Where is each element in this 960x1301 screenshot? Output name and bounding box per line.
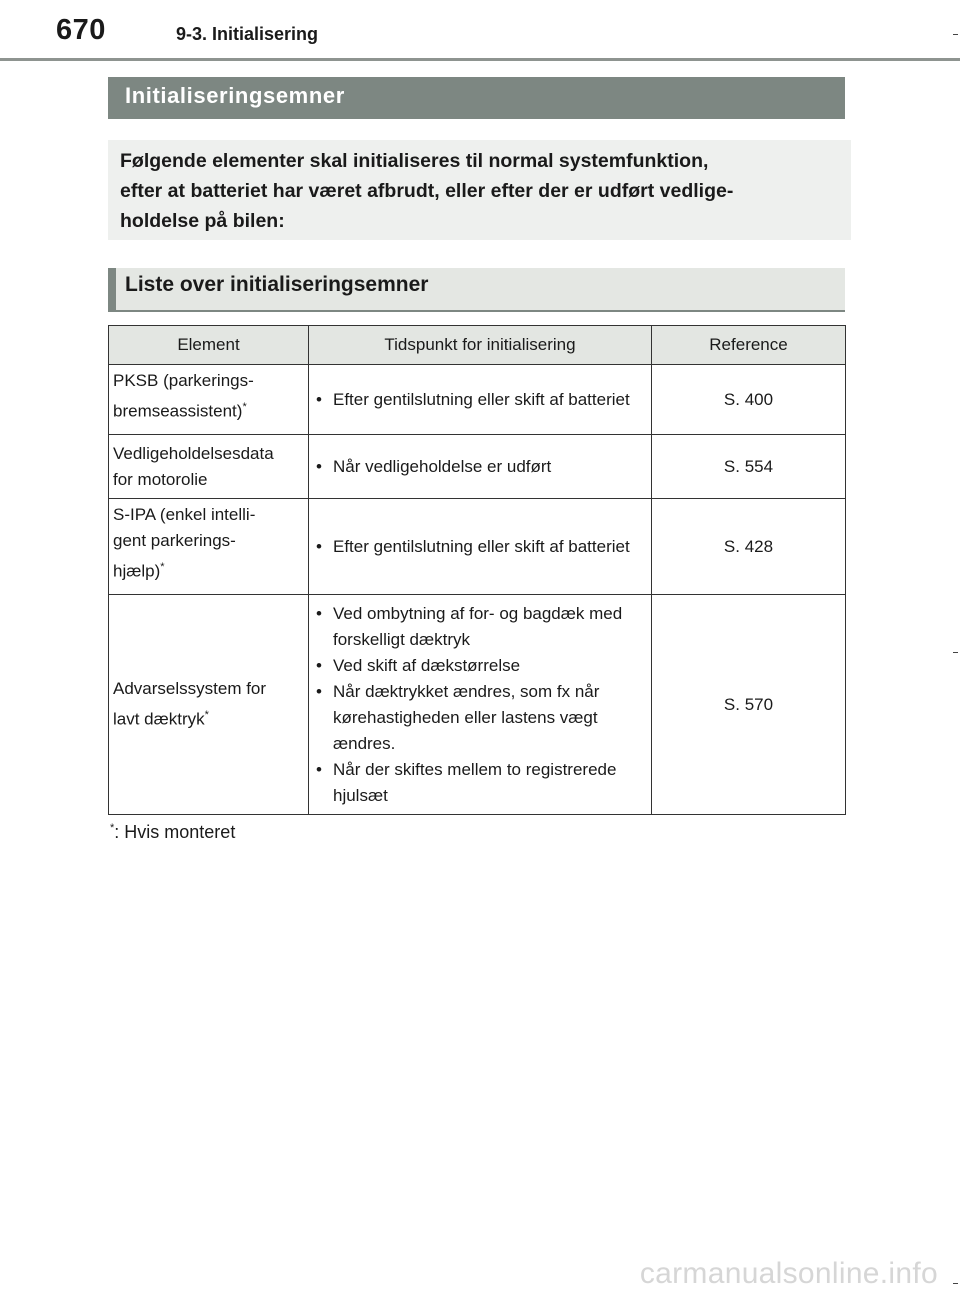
intro-line: holdelse på bilen: bbox=[120, 210, 285, 232]
page-number: 670 bbox=[56, 14, 106, 46]
element-line: lavt dæktryk bbox=[113, 709, 205, 729]
intro-line: Følgende elementer skal initialiseres til normal systemfunktion, bbox=[120, 150, 709, 172]
timing-item: • Når dæktrykket ændres, som fx når kørehastigheden eller lastens vægt ændres. bbox=[313, 679, 647, 757]
timing-cell bbox=[309, 595, 652, 815]
column-header: Tidspunkt for initialisering bbox=[309, 326, 652, 365]
element-line: hjælp) bbox=[113, 561, 161, 581]
footnote bbox=[110, 822, 235, 843]
edge-tick bbox=[953, 34, 958, 35]
element-line: PKSB (parkerings- bbox=[113, 371, 254, 390]
timing-item: • Efter gentilslutning eller skift af batteriet bbox=[313, 534, 647, 560]
edge-tick bbox=[953, 652, 958, 653]
reference-cell: S. 428 bbox=[652, 499, 846, 595]
table-header-row bbox=[109, 326, 846, 365]
reference-cell: S. 570 bbox=[652, 595, 846, 815]
reference-cell: S. 554 bbox=[652, 435, 846, 499]
element-cell bbox=[109, 595, 309, 815]
column-header: Element bbox=[109, 326, 309, 365]
intro-line: efter at batteriet har været afbrudt, eller efter der er udført vedlige- bbox=[120, 180, 734, 202]
section-banner: Initialiseringsemner bbox=[108, 77, 845, 119]
timing-item: • Ved ombytning af for- og bagdæk med forskelligt dæktryk bbox=[313, 601, 647, 653]
table-row bbox=[109, 499, 846, 595]
footnote-mark: * bbox=[242, 401, 247, 413]
edge-tick bbox=[953, 1283, 958, 1284]
table-row bbox=[109, 595, 846, 815]
timing-cell bbox=[309, 435, 652, 499]
element-line: for motorolie bbox=[113, 469, 208, 489]
footnote-mark: * bbox=[110, 822, 115, 834]
table-row bbox=[109, 365, 846, 435]
subheading: Liste over initialiseringsemner bbox=[108, 268, 845, 312]
timing-item: • Når der skiftes mellem to registrerede hjulsæt bbox=[313, 757, 647, 809]
header-rule bbox=[0, 58, 960, 61]
element-line: Advarselssystem for bbox=[113, 679, 267, 699]
element-line: bremseassistent) bbox=[113, 401, 243, 421]
element-cell bbox=[109, 435, 309, 499]
element-line: S-IPA (enkel intelli- bbox=[113, 505, 256, 524]
table-row bbox=[109, 435, 846, 499]
footnote-mark: * bbox=[160, 561, 165, 573]
timing-item: • Ved skift af dækstørrelse bbox=[313, 653, 647, 679]
reference-cell: S. 400 bbox=[652, 365, 846, 435]
timing-item: • Når vedligeholdelse er udført bbox=[313, 454, 647, 480]
timing-item: • Efter gentilslutning eller skift af batteriet bbox=[313, 387, 647, 413]
footnote-mark: * bbox=[204, 709, 209, 722]
element-cell bbox=[109, 365, 309, 435]
intro-box bbox=[108, 140, 851, 240]
element-line: Vedligeholdelsesdata bbox=[113, 443, 274, 463]
initialization-table bbox=[108, 325, 846, 815]
element-cell bbox=[109, 499, 309, 595]
timing-cell bbox=[309, 365, 652, 435]
watermark: carmanualsonline.info bbox=[639, 1257, 938, 1290]
element-line: gent parkerings- bbox=[113, 531, 236, 550]
timing-cell bbox=[309, 499, 652, 595]
column-header: Reference bbox=[652, 326, 846, 365]
section-title: 9-3. Initialisering bbox=[176, 24, 319, 44]
footnote-text: : Hvis monteret bbox=[114, 822, 236, 842]
